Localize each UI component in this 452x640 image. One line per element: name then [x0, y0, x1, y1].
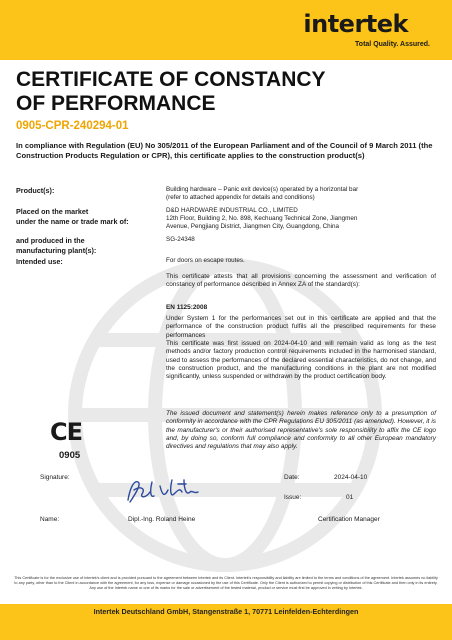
attestation-paragraph: This certificate attests that all provisions concerning the assessment and verification of constancy of performance described in Annex ZA of the standard(s):	[166, 273, 436, 289]
plant-value: SG-24348	[166, 236, 195, 243]
market-label-1: Placed on the market	[16, 207, 89, 216]
market-value-1: D&D HARDWARE INDUSTRIAL CO., LIMITED	[166, 207, 298, 214]
validity-paragraph: This certificate was first issued on 2024-04-10 and will remain valid as long as the test methods and/or factory production control requirements included in the harmonised standard, used to assess the performances of the declared essential characteristics, do not change, and the construction product, and the manufacturing conditions in the plant are not modified significantly, unless suspended or withdrawn by the product certification body.	[166, 340, 436, 381]
signature-label: Signature:	[40, 474, 70, 481]
disclaimer-paragraph: The issued document and statement(s) herein makes reference only to a presumption of conformity in accordance with the CPR Regulations EU 305/2011 (as amended). However, it is the manufacturer's or their authorised representative's sole responsibility to affix the CE logo and, by doing so, conform full compliance and conformity to all other European mandatory directives and regulations that may also apply.	[166, 410, 436, 451]
page-title	[16, 68, 436, 116]
date-value: 2024-04-10	[334, 474, 368, 481]
use-value: For doors on escape routes.	[166, 257, 245, 264]
intro-text: In compliance with Regulation (EU) No 305/2011 of the European Parliament and of the Council of 9 March 2011 (the Construction Products Regulation or CPR), this certificate applies to the construction product(s)	[16, 141, 433, 161]
plant-label-1: and produced in the	[16, 236, 85, 245]
name-label: Name:	[40, 516, 60, 523]
product-value-2: (refer to attached appendix for details and conditions)	[166, 194, 315, 201]
footer-address: Intertek Deutschland GmbH, Stangenstraße 1, 70771 Leinfelden-Echterdingen	[93, 607, 359, 616]
intertek-logo: intertek	[303, 10, 408, 38]
name-value: Dipl.-Ing. Roland Heine	[128, 516, 196, 523]
date-label: Date:	[284, 474, 300, 481]
title-line-1: CERTIFICATE OF CONSTANCY	[16, 68, 326, 91]
footer-disclaimer: This Certificate is for the exclusive use of Intertek's client and is provided pursuant to the agreement between Intertek and its Client. Intertek's responsibility and liability are limited to the terms and conditions of the agreement. Intertek assumes no liability to any party, other than to the Client in accordance with the agreement, for any loss, expense or damage occasioned by the use of this Certificate. Only the Client is authorized to permit copying or distribution of this Certificate and then only in its entirety. Any use of the Intertek name or one of its marks for the sale or advertisement of the tested material, product or service must first be approved in writing by Intertek.	[14, 576, 438, 590]
title-line-2: OF PERFORMANCE	[16, 92, 216, 115]
use-label: Intended use:	[16, 257, 63, 266]
system-paragraph: Under System 1 for the performances set out in this certificate are applied and that the performance of the construction product fulfils all the prescribed requirements for these performances	[166, 315, 436, 339]
position-value: Certification Manager	[318, 516, 380, 523]
market-label-2: under the name or trade mark of:	[16, 217, 129, 226]
logo-tagline: Total Quality. Assured.	[355, 41, 430, 48]
product-label: Product(s):	[16, 186, 55, 195]
standard-reference: EN 1125:2008	[166, 304, 208, 311]
ce-mark: CE	[50, 418, 83, 446]
plant-label-2: manufacturing plant(s):	[16, 246, 97, 255]
issue-value: 01	[346, 494, 354, 501]
market-value-3: Avenue, Pengjiang District, Jiangmen City, Guangdong, China	[166, 223, 340, 230]
handwritten-signature	[120, 476, 210, 508]
certificate-number: 0905-CPR-240294-01	[16, 120, 129, 132]
product-value-1: Building hardware – Panic exit device(s) operated by a horizontal bar	[166, 186, 359, 193]
market-value-2: 12th Floor, Building 2, No. 898, Kechuang Technical Zone, Jiangmen	[166, 215, 358, 222]
notified-body-number: 0905	[59, 450, 81, 461]
issue-label: Issue:	[284, 494, 302, 501]
